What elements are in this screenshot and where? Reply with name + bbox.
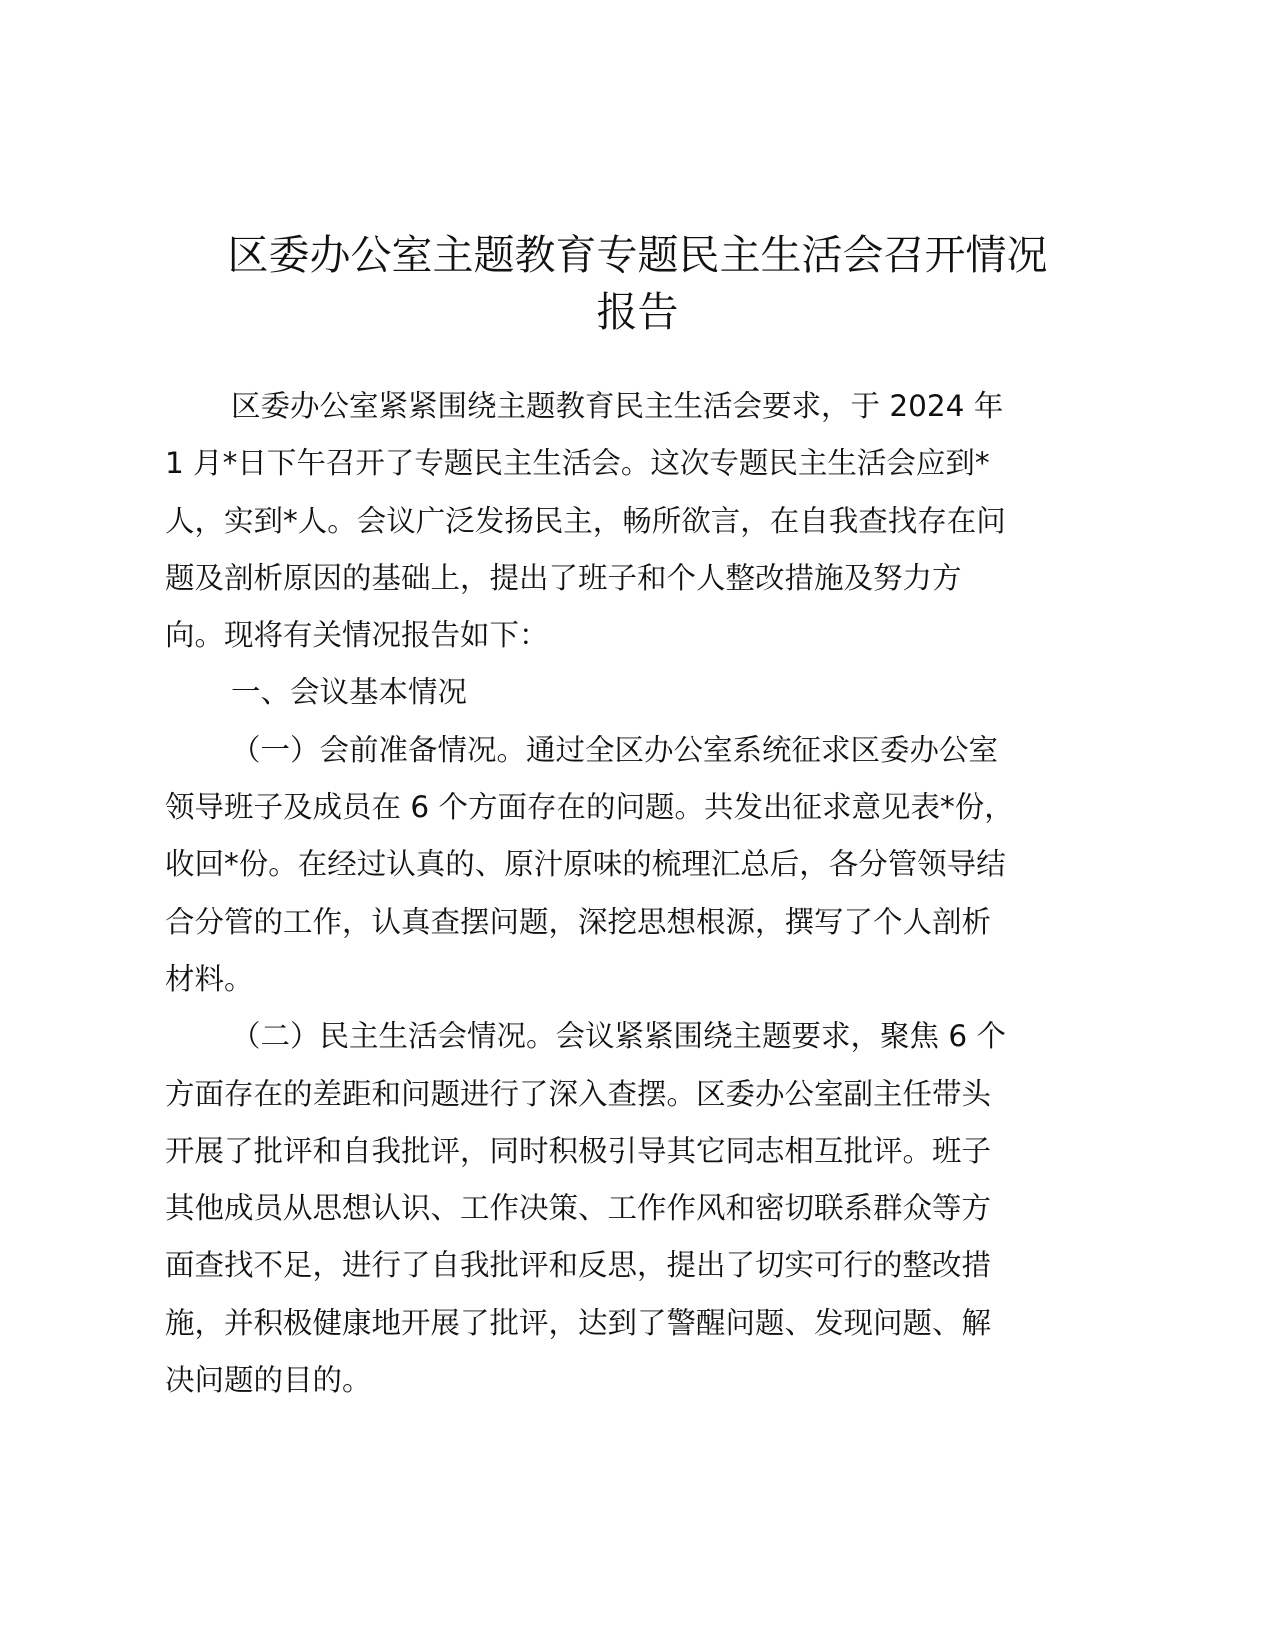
paragraph-line: 领导班子及成员在 6 个方面存在的问题。共发出征求意见表*份， <box>165 790 1014 825</box>
title-line-2: 报告 <box>596 288 679 337</box>
paragraph-line: 向。现将有关情况报告如下： <box>165 618 549 653</box>
paragraph-line: （二）民主生活会情况。会议紧紧围绕主题要求，聚焦 6 个 <box>231 1019 1007 1054</box>
paragraph-line: 施，并积极健康地开展了批评，达到了警醒问题、发现问题、解 <box>165 1305 992 1340</box>
paragraph-line: 人，实到*人。会议广泛发扬民主，畅所欲言，在自我查找存在问 <box>165 503 1006 538</box>
paragraph-line: 1 月*日下午召开了专题民主生活会。这次专题民主生活会应到* <box>165 446 990 481</box>
paragraph-line: 方面存在的差距和问题进行了深入查摆。区委办公室副主任带头 <box>165 1076 992 1111</box>
document-title <box>150 226 1125 341</box>
title-line-1: 区委办公室主题教育专题民主生活会召开情况 <box>227 231 1048 279</box>
paragraph-line: 合分管的工作，认真查摆问题，深挖思想根源，撰写了个人剖析 <box>165 904 992 939</box>
paragraph-line: 开展了批评和自我批评，同时积极引导其它同志相互批评。班子 <box>165 1133 992 1168</box>
paragraph-line: 其他成员从思想认识、工作决策、工作作风和密切联系群众等方 <box>165 1191 992 1226</box>
paragraph-line: 区委办公室紧紧围绕主题教育民主生活会要求，于 2024 年 <box>231 389 1004 423</box>
paragraph-line: 题及剖析原因的基础上，提出了班子和个人整改措施及努力方 <box>165 560 962 595</box>
paragraph-line: 收回*份。在经过认真的、原汁原味的梳理汇总后，各分管领导结 <box>165 847 1006 882</box>
heading-text: 一、会议基本情况 <box>231 675 468 710</box>
paragraph-line: 材料。 <box>165 961 254 996</box>
intro-paragraph <box>165 378 1115 664</box>
section-heading <box>165 664 1115 721</box>
section-2-paragraph <box>165 1008 1115 1409</box>
paragraph-line: （一）会前准备情况。通过全区办公室系统征求区委办公室 <box>231 732 999 767</box>
document-body <box>165 378 1115 1409</box>
section-1-paragraph <box>165 722 1115 1008</box>
paragraph-line: 面查找不足，进行了自我批评和反思，提出了切实可行的整改措 <box>165 1248 992 1283</box>
paragraph-line: 决问题的目的。 <box>165 1363 372 1398</box>
